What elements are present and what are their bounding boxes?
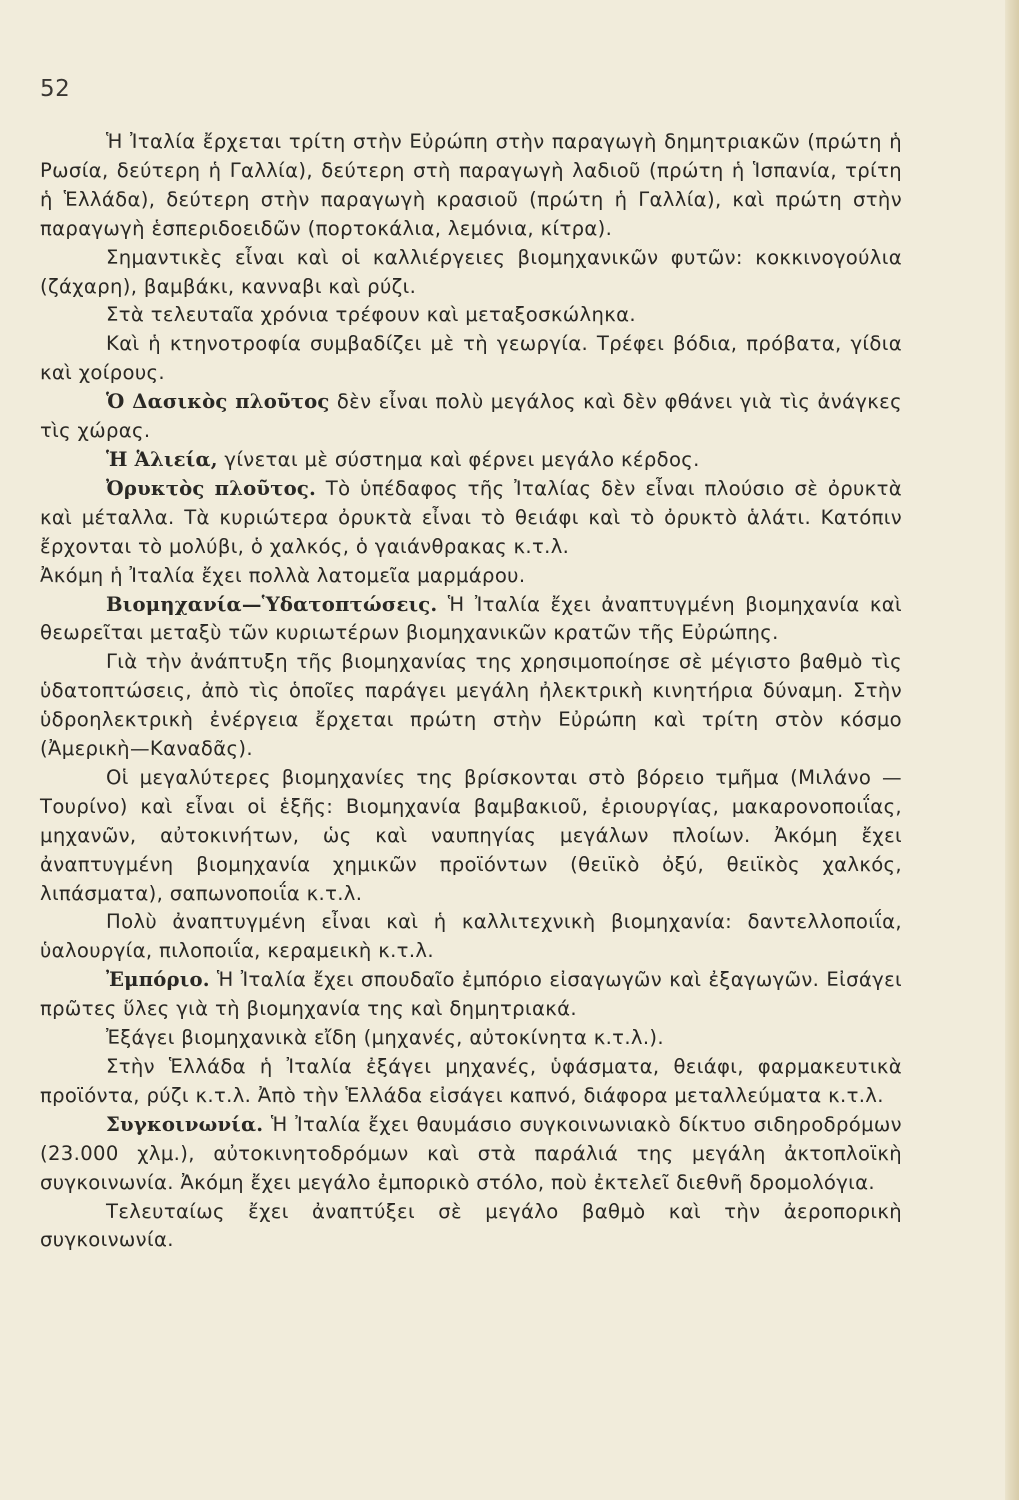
section-heading: Ἡ Ἁλιεία,: [106, 447, 218, 471]
paragraph: Στὴν Ἑλλάδα ἡ Ἰταλία ἐξάγει μηχανές, ὑφάσματα, θειάφι, φαρμακευτικὰ προϊόντα, ρύζι κ.τ.λ. Ἀπὸ τὴν Ἑλλάδα εἰσάγει καπνό, διάφορα μεταλλεύματα κ.τ.λ.: [40, 1055, 902, 1107]
section-heading: Ἐμπόριο.: [106, 968, 210, 992]
paragraph: Ἀκόμη ἡ Ἰταλία ἔχει πολλὰ λατομεῖα μαρμάρου.: [40, 563, 526, 587]
paragraph-industry: Βιομηχανία—Ὑδατοπτώσεις. Ἡ Ἰταλία ἔχει ἀναπτυγμένη βιομηχανία καὶ θεωρεῖται μεταξὺ τῶν κυριωτέρων βιομηχανικῶν κρατῶν τῆς Εὐρώπης.: [40, 592, 902, 645]
section-heading: Συγκοινωνία.: [106, 1112, 264, 1136]
paragraph: Οἱ μεγαλύτερες βιομηχανίες της βρίσκονται στὸ βόρειο τμῆμα (Μιλάνο — Τουρίνο) καὶ εἶναι οἱ ἑξῆς: Βιομηχανία βαμβακιοῦ, ἐριουργίας, μακαρονοποιΐας, μηχανῶν, αὐτοκινήτων, ὡς καὶ ναυπηγίας μεγάλων πλοίων. Ἀκόμη ἔχει ἀναπτυγμένη βιομηχανία χημικῶν προϊόντων (θειϊκὸ ὀξύ, θειϊκὸς χαλκός, λιπάσματα), σαπωνοποιΐα κ.τ.λ.: [40, 765, 902, 905]
section-heading: Ὀρυκτὸς πλοῦτος.: [106, 476, 317, 500]
paragraph-forest: Ὁ Δασικὸς πλοῦτος δὲν εἶναι πολὺ μεγάλος καὶ δὲν φθάνει γιὰ τὶς ἀνάγκες τὶς χώρας.: [40, 390, 902, 443]
page-number: 52: [40, 76, 71, 102]
paragraph: Καὶ ἡ κτηνοτροφία συμβαδίζει μὲ τὴ γεωργία. Τρέφει βόδια, πρόβατα, γίδια καὶ χοίρους.: [40, 332, 902, 385]
page-edge-shadow: [1005, 0, 1019, 1500]
paragraph: Στὰ τελευταῖα χρόνια τρέφουν καὶ μεταξοσκώληκα.: [106, 303, 636, 327]
body-text: [40, 128, 902, 1255]
paragraph-transport: Συγκοινωνία. Ἡ Ἰταλία ἔχει θαυμάσιο συγκοινωνιακὸ δίκτυο σιδηροδρόμων (23.000 χλμ.), αὐτοκινητοδρόμων καὶ στὰ παράλιά της μεγάλη ἀκτοπλοϊκὴ συγκοινωνία. Ἀκόμη ἔχει μεγάλο ἐμπορικὸ στόλο, ποὺ ἐκτελεῖ διεθνῆ δρομολόγια.: [40, 1112, 902, 1194]
section-heading: Βιομηχανία—Ὑδατοπτώσεις.: [106, 592, 438, 616]
paragraph-minerals: Ὀρυκτὸς πλοῦτος. Τὸ ὑπέδαφος τῆς Ἰταλίας δὲν εἶναι πλούσιο σὲ ὀρυκτὰ καὶ μέταλλα. Τὰ κυριώτερα ὀρυκτὰ εἶναι τὸ θειάφι καὶ τὸ ὀρυκτὸ ἁλάτι. Κατόπιν ἔρχονται τὸ μολύβι, ὁ χαλκός, ὁ γαιάνθρακας κ.τ.λ.: [40, 476, 902, 558]
paragraph: Ἐξάγει βιομηχανικὰ εἴδη (μηχανές, αὐτοκίνητα κ.τ.λ.).: [106, 1026, 664, 1050]
paragraph-fishing: Ἡ Ἁλιεία, γίνεται μὲ σύστημα καὶ φέρνει μεγάλο κέρδος.: [106, 447, 700, 471]
paragraph: Τελευταίως ἔχει ἀναπτύξει σὲ μεγάλο βαθμὸ καὶ τὴν ἀεροπορικὴ συγκοινωνία.: [40, 1199, 902, 1252]
paragraph-trade: Ἐμπόριο. Ἡ Ἰταλία ἔχει σπουδαῖο ἐμπόριο εἰσαγωγῶν καὶ ἐξαγωγῶν. Εἰσάγει πρῶτες ὕλες γιὰ τὴ βιομηχανία της καὶ δημητριακά.: [40, 968, 902, 1021]
paragraph: Σημαντικὲς εἶναι καὶ οἱ καλλιέργειες βιομηχανικῶν φυτῶν: κοκκινογούλια (ζάχαρη), βαμβάκι, κανναβι καὶ ρύζι.: [40, 245, 902, 298]
paragraph: Γιὰ τὴν ἀνάπτυξη τῆς βιομηχανίας της χρησιμοποίησε σὲ μέγιστο βαθμὸ τὶς ὑδατοπτώσεις, ἀπὸ τὶς ὁποῖες παράγει μεγάλη ἠλεκτρικὴ κινητήρια δύναμη. Στὴν ὑδροηλεκτρικὴ ἐνέργεια ἔρχεται πρώτη στὴν Εὐρώπη καὶ τρίτη στὸν κόσμο (Ἀμερικὴ—Καναδᾶς).: [40, 650, 902, 761]
section-heading: Ὁ Δασικὸς πλοῦτος: [106, 390, 330, 414]
paragraph: Ἡ Ἰταλία ἔρχεται τρίτη στὴν Εὐρώπη στὴν παραγωγὴ δημητριακῶν (πρώτη ἡ Ρωσία, δεύτερη ἡ Γαλλία), δεύτερη στὴ παραγωγὴ λαδιοῦ (πρώτη ἡ Ἱσπανία, τρίτη ἡ Ἑλλάδα), δεύτερη στὴν παραγωγὴ κρασιοῦ (πρώτη ἡ Γαλλία), καὶ πρώτη στὴν παραγωγὴ ἑσπεριδοειδῶν (πορτοκάλια, λεμόνια, κίτρα).: [40, 130, 902, 240]
paragraph: Πολὺ ἀναπτυγμένη εἶναι καὶ ἡ καλλιτεχνικὴ βιομηχανία: δαντελλοποιΐα, ὑαλουργία, πιλοποιΐα, κεραμεικὴ κ.τ.λ.: [40, 910, 902, 963]
